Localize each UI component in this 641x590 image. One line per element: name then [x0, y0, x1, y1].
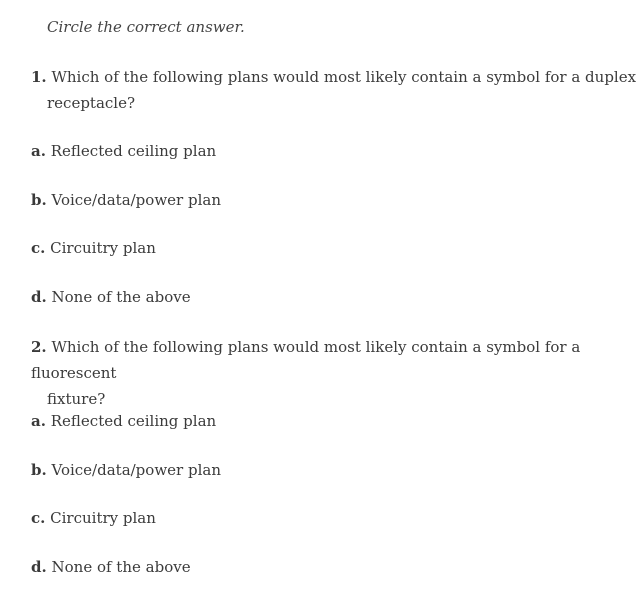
option-letter: c.: [31, 509, 46, 527]
option-2a[interactable]: [31, 412, 216, 430]
option-2c[interactable]: [31, 509, 156, 527]
option-1a[interactable]: [31, 142, 216, 160]
option-letter: a.: [31, 142, 46, 160]
option-text: None of the above: [51, 288, 191, 306]
question-1: [31, 64, 641, 116]
option-text: Reflected ceiling plan: [50, 412, 217, 430]
option-letter: c.: [31, 239, 46, 257]
option-1b[interactable]: [31, 191, 221, 209]
option-text: Circuitry plan: [50, 239, 156, 257]
option-letter: d.: [31, 558, 47, 576]
option-2d[interactable]: [31, 558, 191, 576]
question-text: Which of the following plans would most likely contain a symbol for a fluorescent: [31, 338, 581, 382]
option-letter: b.: [31, 461, 47, 479]
option-letter: d.: [31, 288, 47, 306]
question-text-continued: receptacle?: [47, 94, 136, 112]
question-number: 2.: [31, 338, 47, 356]
question-text: Which of the following plans would most likely contain a symbol for a duplex: [51, 68, 637, 86]
option-letter: b.: [31, 191, 47, 209]
option-1c[interactable]: [31, 239, 156, 257]
question-number: 1.: [31, 68, 47, 86]
question-text-continued: fixture?: [47, 390, 106, 408]
option-text: Voice/data/power plan: [51, 461, 221, 479]
option-text: None of the above: [51, 558, 191, 576]
option-letter: a.: [31, 412, 46, 430]
option-text: Reflected ceiling plan: [50, 142, 217, 160]
instruction-text: Circle the correct answer.: [47, 18, 245, 36]
option-1d[interactable]: [31, 288, 191, 306]
option-text: Circuitry plan: [50, 509, 156, 527]
question-2: [31, 334, 641, 412]
option-2b[interactable]: [31, 461, 221, 479]
option-text: Voice/data/power plan: [51, 191, 221, 209]
